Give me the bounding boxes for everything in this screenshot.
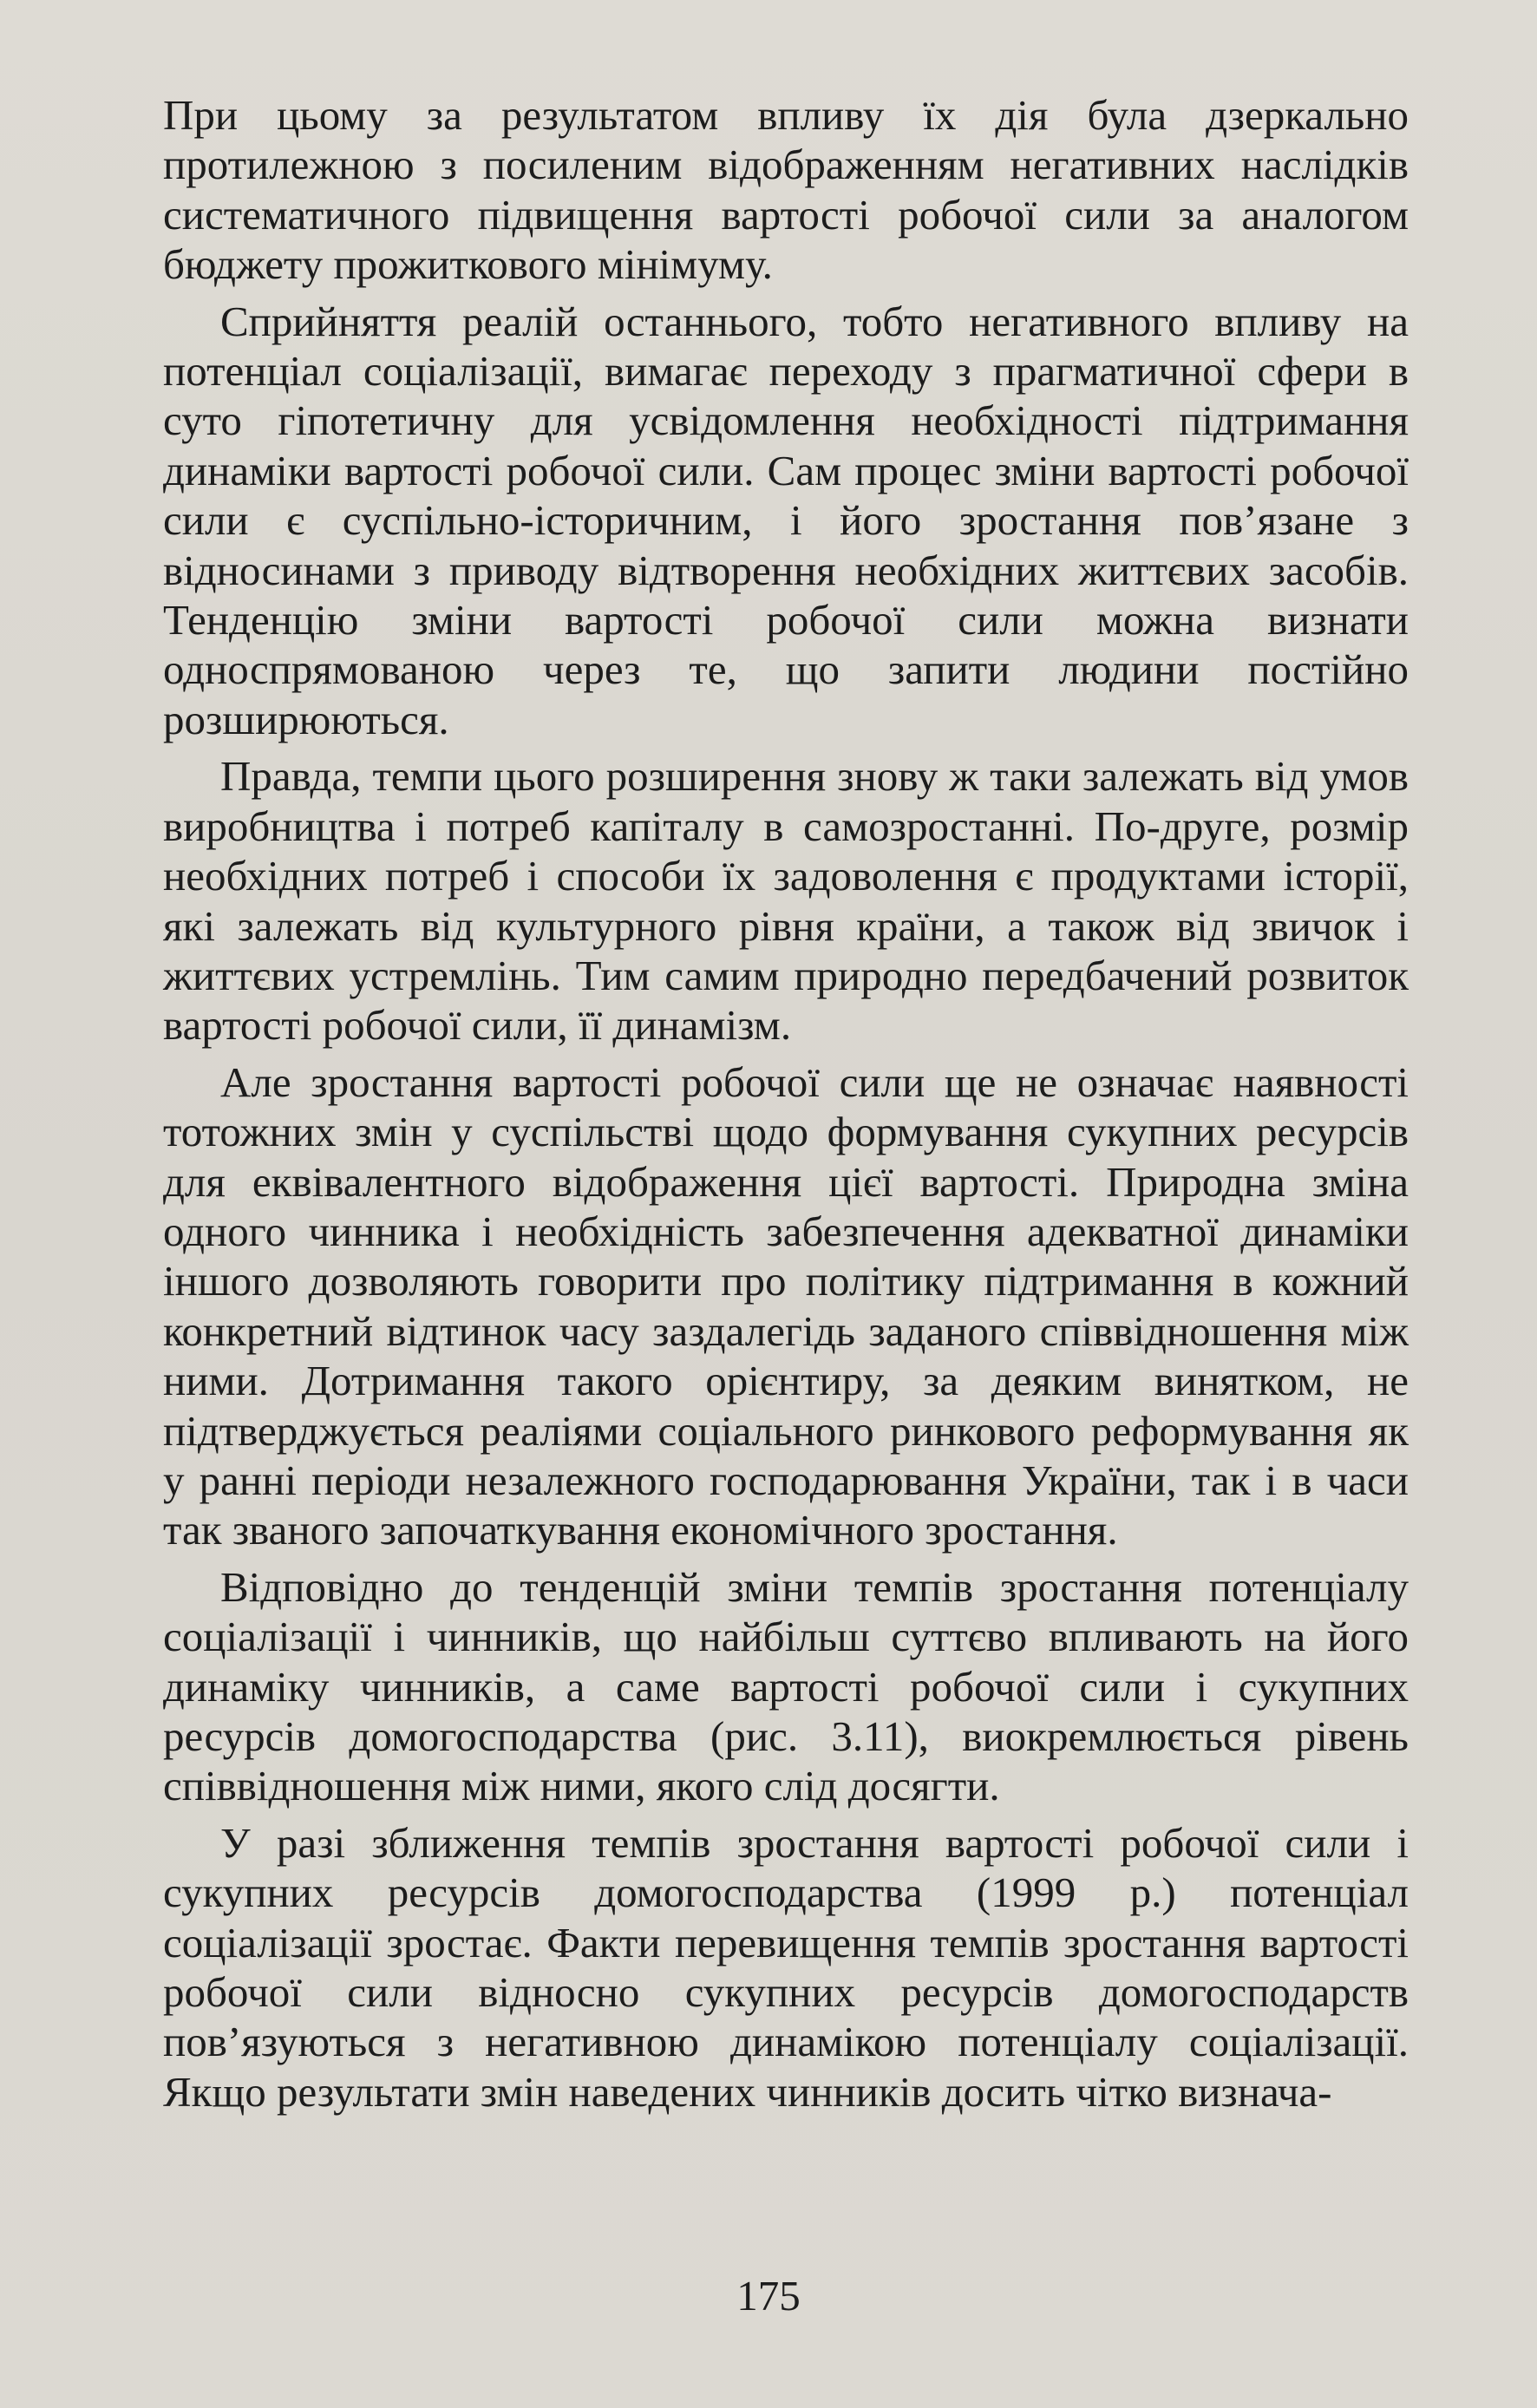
paragraph-6: У разі зближення темпів зростання вартості робочої сили і сукупних ресурсів домогосподарства (1999 р.) потенціал соціалізації зростає. Факти перевищення темпів зростання вартості робочої сили відносно сукупних ресурсів домогосподарств пов’язуються з негативною динамікою потенціалу соціалізації. Якщо результати змін наведених чинників досить чітко визнача- (163, 1818, 1409, 2116)
paragraph-5: Відповідно до тенденцій зміни темпів зростання потенціалу соціалізації і чинників, що найбільш суттєво впливають на його динаміку чинників, а саме вартості робочої сили і сукупних ресурсів домогосподарства (рис. 3.11), виокремлюється рівень співвідношення між ними, якого слід досягти. (163, 1562, 1409, 1810)
body-text (163, 90, 1409, 2123)
paragraph-2: Сприйняття реалій останнього, тобто негативного впливу на потенціал соціалізації, вимагає переходу з прагматичної сфери в суто гіпотетичну для усвідомлення необхідності підтримання динаміки вартості робочої сили. Сам процес зміни вартості робочої сили є суспільно-історичним, і його зростання пов’язане з відносинами з приводу відтворення необхідних життєвих засобів. Тенденцію зміни вартості робочої сили можна визнати односпрямованою через те, що запити людини постійно розширюються. (163, 297, 1409, 743)
paragraph-3: Правда, темпи цього розширення знову ж таки залежать від умов виробництва і потреб капіталу в самозростанні. По-друге, розмір необхідних потреб і способи їх задоволення є продуктами історії, які залежать від культурного рівня країни, а також від звичок і життєвих устремлінь. Тим самим природно передбачений розвиток вартості робочої сили, її динамізм. (163, 752, 1409, 1050)
page-number: 175 (736, 2272, 801, 2320)
paragraph-1: При цьому за результатом впливу їх дія була дзеркально протилежною з посиленим відображенням негативних наслідків систематичного підвищення вартості робочої сили за аналогом бюджету прожиткового мінімуму. (163, 91, 1409, 289)
paragraph-4: Але зростання вартості робочої сили ще не означає наявності тотожних змін у суспільстві щодо формування сукупних ресурсів для еквівалентного відображення цієї вартості. Природна зміна одного чинника і необхідність забезпечення адекватної динаміки іншого дозволяють говорити про політику підтримання в кожний конкретний відтинок часу заздалегідь заданого співвідношення між ними. Дотримання такого орієнтиру, за деяким винятком, не підтверджується реаліями соціального ринкового реформування як у ранні періоди незалежного господарювання України, так і в часи так званого започаткування економічного зростання. (163, 1057, 1409, 1554)
